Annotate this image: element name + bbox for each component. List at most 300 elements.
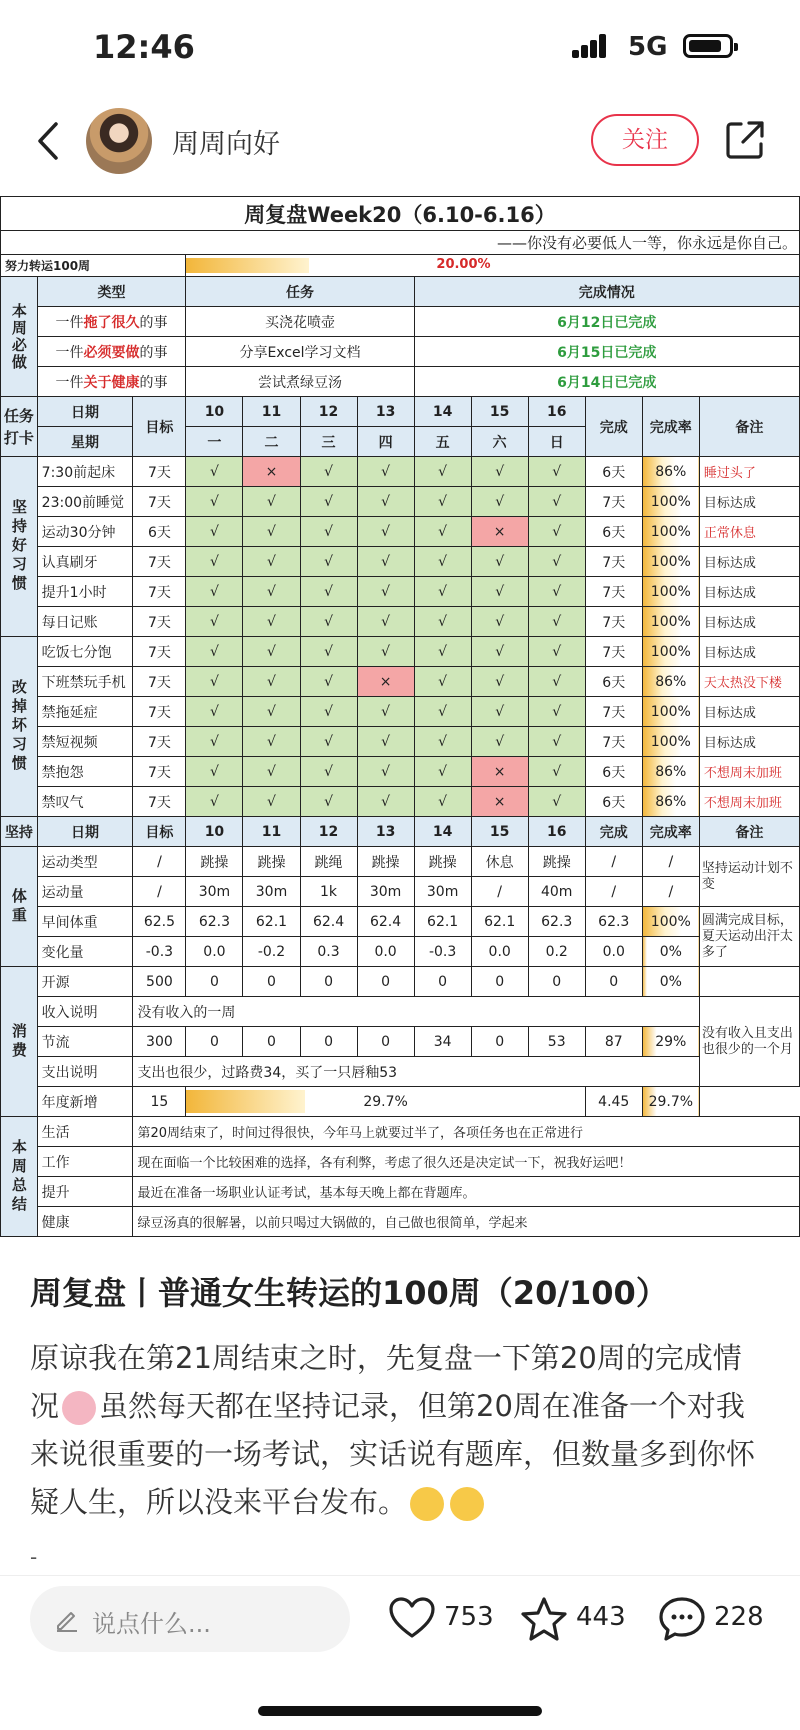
task-type-highlight: 拖了很久: [83, 314, 140, 331]
comment-bubble-icon: [658, 1596, 706, 1642]
habit-goal: 7天: [133, 667, 186, 697]
annual-percent: 29.7%: [363, 1093, 408, 1110]
annual-progress-fill: [186, 1090, 304, 1113]
money-value: 34: [414, 1027, 471, 1057]
weight-side-label: 体重: [1, 847, 38, 967]
pig-emoji-icon: [62, 1391, 96, 1425]
habit-row: [1, 547, 800, 577]
habit-row: [1, 787, 800, 817]
summary-item-name: 工作: [37, 1147, 133, 1177]
weight-goal: /: [133, 847, 186, 877]
task-row: [1, 307, 800, 337]
check-mark: √: [414, 667, 471, 697]
follow-button[interactable]: 关注: [591, 114, 699, 166]
habit-remark: 目标达成: [699, 607, 799, 637]
check-mark: √: [357, 637, 414, 667]
check-mark: √: [357, 757, 414, 787]
check-mark: √: [414, 547, 471, 577]
day-header: 15: [471, 817, 528, 847]
weight-value: 跳操: [528, 847, 585, 877]
task-name: 买浇花喷壶: [186, 307, 414, 337]
money-item-name: 年度新增: [37, 1087, 133, 1117]
habit-remark: 目标达成: [699, 697, 799, 727]
post-dash: -: [30, 1545, 38, 1569]
habit-rate: 100%: [642, 487, 699, 517]
habit-done: 6天: [585, 757, 642, 787]
summary-row: [1, 1207, 800, 1237]
habit-remark: 目标达成: [699, 547, 799, 577]
column-header: 日期: [37, 397, 133, 427]
habit-goal: 7天: [133, 607, 186, 637]
habit-name: 禁抱怨: [37, 757, 133, 787]
heart-icon: [388, 1596, 436, 1640]
check-mark: √: [300, 697, 357, 727]
column-header: 类型: [37, 277, 186, 307]
weight-value: 62.1: [243, 907, 300, 937]
task-type-highlight: 关于健康: [83, 374, 140, 391]
task-type-text: 一件: [55, 344, 84, 361]
check-mark: √: [471, 697, 528, 727]
check-mark: √: [357, 517, 414, 547]
sheet-quote: ——你没有必要低人一等，你永远是你自己。: [1, 231, 800, 255]
clock: 12:46: [93, 28, 195, 66]
check-mark: √: [243, 577, 300, 607]
check-mark: √: [528, 517, 585, 547]
back-arrow-icon[interactable]: [30, 116, 70, 166]
check-mark: √: [414, 487, 471, 517]
check-mark: √: [357, 457, 414, 487]
weight-value: -0.2: [243, 937, 300, 967]
check-mark: √: [357, 727, 414, 757]
progress-bar: [186, 255, 800, 277]
review-table: [0, 196, 800, 1237]
habit-goal: 7天: [133, 727, 186, 757]
money-row: [1, 1087, 800, 1117]
check-mark: √: [471, 487, 528, 517]
check-mark: √: [528, 547, 585, 577]
money-value: 0: [357, 1027, 414, 1057]
habit-remark: 目标达成: [699, 727, 799, 757]
weight-value: 0.0: [471, 937, 528, 967]
weight-item-name: 变化量: [37, 937, 133, 967]
check-mark: √: [414, 577, 471, 607]
money-value: 53: [528, 1027, 585, 1057]
habit-done: 7天: [585, 727, 642, 757]
habit-goal: 7天: [133, 457, 186, 487]
money-done: 87: [585, 1027, 642, 1057]
task-type-text: 的事: [139, 344, 168, 361]
weight-rate: /: [642, 877, 699, 907]
habit-done: 6天: [585, 667, 642, 697]
column-header: 完成: [585, 397, 642, 457]
day-header: 12: [300, 817, 357, 847]
check-mark: √: [414, 727, 471, 757]
habit-goal: 6天: [133, 517, 186, 547]
comment-button[interactable]: [658, 1590, 768, 1646]
day-header: 14: [414, 817, 471, 847]
check-mark: √: [357, 787, 414, 817]
star-button[interactable]: [520, 1590, 630, 1646]
smile-emoji-icon: [410, 1487, 444, 1521]
check-mark: √: [414, 637, 471, 667]
money-value: 0: [186, 967, 243, 997]
column-header: 目标: [133, 397, 186, 457]
money-done: 4.45: [585, 1087, 642, 1117]
summary-item-name: 提升: [37, 1177, 133, 1207]
check-mark: √: [528, 607, 585, 637]
weight-done: 0.0: [585, 937, 642, 967]
habit-remark: 目标达成: [699, 637, 799, 667]
status-bar: [0, 0, 800, 96]
habit-goal: 7天: [133, 697, 186, 727]
habit-rate: 100%: [642, 637, 699, 667]
check-mark: √: [528, 757, 585, 787]
money-done: 0: [585, 967, 642, 997]
avatar[interactable]: [86, 108, 152, 174]
summary-row: [1, 1177, 800, 1207]
habit-row: [1, 457, 800, 487]
summary-text: 现在面临一个比较困难的选择，各有利弊，考虑了很久还是决定试一下，祝我好运吧！: [133, 1147, 800, 1177]
column-header: 完成: [585, 817, 642, 847]
money-value: 0: [528, 967, 585, 997]
sheet-title: 周复盘Week20（6.10-6.16）: [1, 197, 800, 231]
task-type-highlight: 必须要做: [83, 344, 140, 361]
progress-label: 努力转运100周: [1, 255, 186, 277]
money-value: 0: [300, 1027, 357, 1057]
task-status: 6月14日已完成: [414, 367, 799, 397]
weight-value: /: [471, 877, 528, 907]
task-type-text: 一件: [55, 374, 84, 391]
habit-rate: 100%: [642, 547, 699, 577]
check-mark: √: [528, 697, 585, 727]
tasks-side-label: 本周必做: [1, 277, 38, 397]
check-mark: √: [243, 787, 300, 817]
cross-mark: ×: [357, 667, 414, 697]
check-mark: √: [243, 607, 300, 637]
task-type: [37, 337, 186, 367]
weight-value: 62.1: [471, 907, 528, 937]
habit-name: 23:00前睡觉: [37, 487, 133, 517]
check-mark: √: [186, 517, 243, 547]
weekday-header: 六: [471, 427, 528, 457]
column-header: 日期: [37, 817, 133, 847]
check-mark: √: [414, 757, 471, 787]
check-mark: √: [528, 577, 585, 607]
money-value: 0: [471, 967, 528, 997]
task-status: 6月15日已完成: [414, 337, 799, 367]
habit-rate: 100%: [642, 577, 699, 607]
star-count: 443: [576, 1602, 626, 1632]
network-label: 5G: [628, 32, 668, 62]
check-mark: √: [300, 787, 357, 817]
task-type-text: 一件: [55, 314, 84, 331]
weight-item-name: 早间体重: [37, 907, 133, 937]
habit-rate: 86%: [642, 757, 699, 787]
habit-name: 认真刷牙: [37, 547, 133, 577]
weight-row: [1, 907, 800, 937]
check-mark: √: [186, 487, 243, 517]
weight-value: 62.3: [186, 907, 243, 937]
check-mark: √: [186, 637, 243, 667]
post-title: 周复盘丨普通女生转运的100周（20/100）: [30, 1274, 668, 1312]
weekday-header: 一: [186, 427, 243, 457]
habit-done: 7天: [585, 697, 642, 727]
weight-rate: 100%: [642, 907, 699, 937]
money-value: 0: [243, 967, 300, 997]
money-item-name: 节流: [37, 1027, 133, 1057]
check-mark: √: [414, 517, 471, 547]
habit-rate: 100%: [642, 607, 699, 637]
check-mark: √: [186, 727, 243, 757]
habit-row: [1, 577, 800, 607]
money-value: 0: [414, 967, 471, 997]
checkin-side-label: 任务打卡: [1, 397, 38, 457]
habit-remark: 天太热没下楼: [699, 667, 799, 697]
check-mark: √: [300, 607, 357, 637]
day-header: 16: [528, 397, 585, 427]
weight-value: 跳操: [186, 847, 243, 877]
share-icon[interactable]: [723, 118, 767, 162]
task-status: 6月12日已完成: [414, 307, 799, 337]
check-mark: √: [186, 457, 243, 487]
habit-row: [1, 637, 800, 667]
habit-done: 6天: [585, 787, 642, 817]
day-header: 11: [243, 817, 300, 847]
weekday-header: 五: [414, 427, 471, 457]
money-remark: 没有收入且支出也很少的一个月: [699, 997, 799, 1087]
check-mark: √: [528, 667, 585, 697]
habit-done: 7天: [585, 577, 642, 607]
weekday-header: 三: [300, 427, 357, 457]
check-mark: √: [243, 697, 300, 727]
habit-goal: 7天: [133, 487, 186, 517]
weight-value: 62.1: [414, 907, 471, 937]
money-value: 0: [357, 967, 414, 997]
check-mark: √: [186, 607, 243, 637]
check-mark: √: [243, 487, 300, 517]
post-header: [0, 96, 800, 186]
check-mark: √: [471, 457, 528, 487]
weight-value: 40m: [528, 877, 585, 907]
check-mark: √: [471, 727, 528, 757]
weekday-header: 日: [528, 427, 585, 457]
weight-note: 坚持运动计划不变: [699, 847, 799, 907]
weight-value: 62.4: [357, 907, 414, 937]
summary-text: 绿豆汤真的很解暑，以前只喝过大锅做的，自己做也很简单，学起来: [133, 1207, 800, 1237]
cross-mark: ×: [471, 787, 528, 817]
post-body: [30, 1334, 770, 1526]
summary-row: [1, 1117, 800, 1147]
habit-done: 7天: [585, 637, 642, 667]
home-indicator: [258, 1706, 542, 1716]
weight-value: 30m: [243, 877, 300, 907]
post-body-part-2: 虽然每天都在坚持记录，但第20周在准备一个对我来说很重要的一场考试，实话说有题库，但数量多到你怀疑人生，所以没来平台发布。: [30, 1389, 756, 1519]
check-mark: √: [357, 487, 414, 517]
task-row: [1, 337, 800, 367]
habit-rate: 100%: [642, 727, 699, 757]
check-mark: √: [300, 757, 357, 787]
check-mark: √: [357, 607, 414, 637]
money-row: [1, 967, 800, 997]
check-mark: √: [528, 487, 585, 517]
weight-done: 62.3: [585, 907, 642, 937]
habit-done: 6天: [585, 457, 642, 487]
weight-value: 62.3: [528, 907, 585, 937]
check-mark: √: [243, 517, 300, 547]
check-mark: √: [186, 697, 243, 727]
cross-mark: ×: [471, 517, 528, 547]
habit-row: [1, 727, 800, 757]
summary-text: 第20周结束了，时间过得很快，今年马上就要过半了，各项任务也在正常进行: [133, 1117, 800, 1147]
day-header: 16: [528, 817, 585, 847]
weight-done: /: [585, 847, 642, 877]
task-name: 分享Excel学习文档: [186, 337, 414, 367]
bottom-bar: [0, 1575, 800, 1685]
weight-goal: -0.3: [133, 937, 186, 967]
habit-name: 提升1小时: [37, 577, 133, 607]
habit-name: 禁拖延症: [37, 697, 133, 727]
weight-row: [1, 937, 800, 967]
weight-item-name: 运动类型: [37, 847, 133, 877]
check-mark: √: [357, 697, 414, 727]
author-name[interactable]: 周周向好: [172, 129, 280, 160]
habit-remark: 正常休息: [699, 517, 799, 547]
comment-input[interactable]: [30, 1586, 350, 1652]
check-mark: √: [471, 637, 528, 667]
column-header: 目标: [133, 817, 186, 847]
battery-icon: [683, 34, 733, 58]
day-header: 13: [357, 817, 414, 847]
check-mark: √: [300, 667, 357, 697]
star-icon: [520, 1596, 568, 1642]
money-item-name: 收入说明: [37, 997, 133, 1027]
cross-mark: ×: [243, 457, 300, 487]
money-row: [1, 997, 800, 1027]
weight-item-name: 运动量: [37, 877, 133, 907]
weight-value: 跳操: [243, 847, 300, 877]
habit-rate: 100%: [642, 517, 699, 547]
check-mark: √: [528, 787, 585, 817]
weight-rate: /: [642, 847, 699, 877]
habit-rate: 100%: [642, 697, 699, 727]
money-value: 0: [186, 1027, 243, 1057]
habit-goal: 7天: [133, 577, 186, 607]
summary-row: [1, 1147, 800, 1177]
weight-value: 跳绳: [300, 847, 357, 877]
check-mark: √: [300, 577, 357, 607]
habit-done: 7天: [585, 607, 642, 637]
column-header: 完成率: [642, 397, 699, 457]
day-header: 14: [414, 397, 471, 427]
day-header: 13: [357, 397, 414, 427]
summary-text: 最近在准备一场职业认证考试，基本每天晚上都在背题库。: [133, 1177, 800, 1207]
review-sheet-image[interactable]: [0, 196, 800, 1256]
persist-header-row: [1, 817, 800, 847]
habit-rate: 86%: [642, 667, 699, 697]
habit-row: [1, 667, 800, 697]
task-row: [1, 367, 800, 397]
annual-progress-bar: [186, 1087, 585, 1117]
checkin-header-row: [1, 397, 800, 427]
habit-name: 每日记账: [37, 607, 133, 637]
weight-goal: /: [133, 877, 186, 907]
habits-side-label: 坚持好习惯: [1, 457, 38, 637]
comment-count: 228: [714, 1602, 764, 1632]
habit-remark: 睡过头了: [699, 457, 799, 487]
check-mark: √: [300, 637, 357, 667]
money-remark-blank: [699, 967, 799, 997]
column-header: 备注: [699, 397, 799, 457]
money-item-name: 开源: [37, 967, 133, 997]
weight-value: 30m: [186, 877, 243, 907]
summary-item-name: 健康: [37, 1207, 133, 1237]
task-type-text: 的事: [139, 374, 168, 391]
habit-done: 7天: [585, 487, 642, 517]
habit-remark: 不想周末加班: [699, 757, 799, 787]
check-mark: √: [186, 757, 243, 787]
progress-value: 20.00%: [436, 257, 491, 272]
weight-value: -0.3: [414, 937, 471, 967]
summary-side-label: 本周总结: [1, 1117, 38, 1237]
habit-goal: 7天: [133, 547, 186, 577]
weight-goal: 62.5: [133, 907, 186, 937]
column-header: 完成率: [642, 817, 699, 847]
check-mark: √: [243, 667, 300, 697]
cross-mark: ×: [471, 757, 528, 787]
check-mark: √: [186, 547, 243, 577]
post-content: [30, 1270, 770, 1526]
money-rate: 29.7%: [642, 1087, 699, 1117]
habit-goal: 7天: [133, 637, 186, 667]
habit-rate: 86%: [642, 787, 699, 817]
post-body-part-1: 原谅我在第21周结束之时，先复盘一下第20周的完成情况: [30, 1341, 742, 1423]
summary-item-name: 生活: [37, 1117, 133, 1147]
money-goal: 15: [133, 1087, 186, 1117]
habit-remark: 目标达成: [699, 487, 799, 517]
check-mark: √: [528, 457, 585, 487]
check-mark: √: [300, 487, 357, 517]
persist-side-label: 坚持: [1, 817, 38, 847]
habit-remark: 不想周末加班: [699, 787, 799, 817]
check-mark: √: [243, 757, 300, 787]
money-row: [1, 1027, 800, 1057]
money-goal: 500: [133, 967, 186, 997]
check-mark: √: [471, 607, 528, 637]
habit-name: 下班禁玩手机: [37, 667, 133, 697]
weight-row: [1, 847, 800, 877]
weight-value: 跳操: [414, 847, 471, 877]
income-note: 没有收入的一周: [133, 997, 699, 1027]
money-rate: 29%: [642, 1027, 699, 1057]
check-mark: √: [414, 457, 471, 487]
money-value: 0: [243, 1027, 300, 1057]
habit-row: [1, 757, 800, 787]
check-mark: √: [528, 637, 585, 667]
progress-fill: [186, 258, 309, 273]
column-header: 星期: [37, 427, 133, 457]
habit-done: 6天: [585, 517, 642, 547]
money-side-label: 消费: [1, 967, 38, 1117]
weight-value: 0.2: [528, 937, 585, 967]
money-goal: 300: [133, 1027, 186, 1057]
like-button[interactable]: [388, 1590, 498, 1646]
smile-emoji-icon: [450, 1487, 484, 1521]
check-mark: √: [414, 607, 471, 637]
comment-placeholder: 说点什么...: [92, 1610, 211, 1638]
habit-remark: 目标达成: [699, 577, 799, 607]
column-header: 任务: [186, 277, 414, 307]
habit-row: [1, 517, 800, 547]
